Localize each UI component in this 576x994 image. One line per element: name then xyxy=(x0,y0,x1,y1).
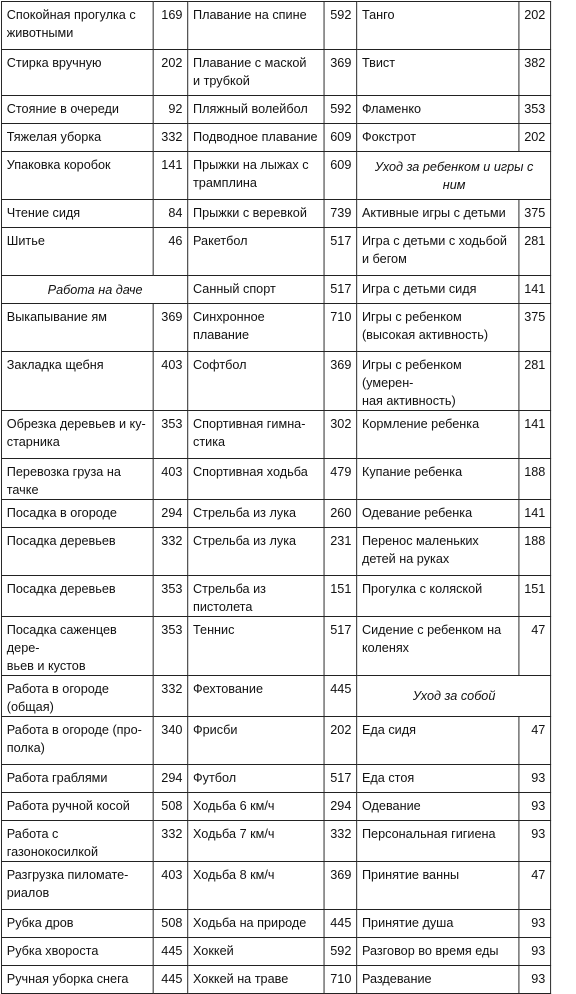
table-row xyxy=(1,821,550,862)
calorie-value: 369 xyxy=(324,352,357,411)
calorie-value: 151 xyxy=(324,576,357,617)
activity-name: Упаковка коробок xyxy=(1,152,153,200)
activity-name: Обрезка деревьев и ку- старника xyxy=(1,411,153,459)
activity-name: Игра с детьми сидя xyxy=(357,276,519,304)
calorie-value: 403 xyxy=(153,352,188,411)
table-row xyxy=(1,411,550,459)
table-row xyxy=(1,528,550,576)
calorie-value: 332 xyxy=(153,124,188,152)
table-row xyxy=(1,862,550,910)
activity-name: Ходьба 7 км/ч xyxy=(188,821,324,862)
activity-name: Чтение сидя xyxy=(1,200,153,228)
activity-name: Ручная уборка снега xyxy=(1,966,153,994)
calorie-value: 294 xyxy=(324,793,357,821)
calorie-value: 93 xyxy=(519,966,551,994)
calorie-value: 169 xyxy=(153,2,188,50)
activity-name: Ракетбол xyxy=(188,228,324,276)
activity-name: Одевание xyxy=(357,793,519,821)
activity-name: Прыжки с веревкой xyxy=(188,200,324,228)
activity-name: Танго xyxy=(357,2,519,50)
activity-name: Работа в огороде (общая) xyxy=(1,676,153,717)
activity-name: Разгрузка пиломате- риалов xyxy=(1,862,153,910)
activity-name: Посадка саженцев дере- вьев и кустов xyxy=(1,617,153,676)
activity-name: Теннис xyxy=(188,617,324,676)
activity-name: Принятие душа xyxy=(357,910,519,938)
calorie-value: 403 xyxy=(153,459,188,500)
table-row xyxy=(1,910,550,938)
activity-name: Рубка хвороста xyxy=(1,938,153,966)
activity-name: Софтбол xyxy=(188,352,324,411)
table-row xyxy=(1,717,550,765)
section-heading: Уход за собой xyxy=(357,676,551,717)
activity-name: Посадка деревьев xyxy=(1,528,153,576)
table-row xyxy=(1,793,550,821)
table-row xyxy=(1,304,550,352)
activity-name: Принятие ванны xyxy=(357,862,519,910)
calorie-value: 46 xyxy=(153,228,188,276)
activity-name: Подводное плавание xyxy=(188,124,324,152)
calorie-value: 517 xyxy=(324,276,357,304)
table-row xyxy=(1,676,550,717)
table-body xyxy=(1,2,550,994)
calorie-value: 710 xyxy=(324,304,357,352)
activity-name: Прыжки на лыжах с трамплина xyxy=(188,152,324,200)
activity-name: Посадка деревьев xyxy=(1,576,153,617)
table-row xyxy=(1,500,550,528)
activity-name: Рубка дров xyxy=(1,910,153,938)
calorie-value: 84 xyxy=(153,200,188,228)
calorie-value: 375 xyxy=(519,200,551,228)
calorie-value: 353 xyxy=(153,411,188,459)
activity-name: Стрельба из лука xyxy=(188,500,324,528)
calorie-value: 353 xyxy=(519,96,551,124)
table-row xyxy=(1,2,550,50)
calorie-value: 592 xyxy=(324,2,357,50)
table-row xyxy=(1,50,550,96)
activity-name: Еда стоя xyxy=(357,765,519,793)
activity-name: Игры с ребенком (умерен- ная активность) xyxy=(357,352,519,411)
calorie-value: 281 xyxy=(519,228,551,276)
activity-name: Стрельба из пистолета xyxy=(188,576,324,617)
calorie-value: 369 xyxy=(324,862,357,910)
calorie-value: 151 xyxy=(519,576,551,617)
activity-name: Персональная гигиена xyxy=(357,821,519,862)
calorie-value: 517 xyxy=(324,228,357,276)
activity-name: Кормление ребенка xyxy=(357,411,519,459)
calorie-value: 332 xyxy=(324,821,357,862)
calorie-value: 93 xyxy=(519,938,551,966)
section-heading: Работа на даче xyxy=(1,276,187,304)
activity-name: Пляжный волейбол xyxy=(188,96,324,124)
calorie-value: 517 xyxy=(324,617,357,676)
activity-name: Ходьба на природе xyxy=(188,910,324,938)
activity-name: Разговор во время еды xyxy=(357,938,519,966)
table-row xyxy=(1,152,550,200)
activity-name: Ходьба 6 км/ч xyxy=(188,793,324,821)
activity-name: Активные игры с детьми xyxy=(357,200,519,228)
calorie-value: 592 xyxy=(324,938,357,966)
activity-name: Твист xyxy=(357,50,519,96)
calorie-value: 382 xyxy=(519,50,551,96)
calorie-value: 403 xyxy=(153,862,188,910)
activity-name: Работа ручной косой xyxy=(1,793,153,821)
table-row xyxy=(1,617,550,676)
activity-name: Спортивная ходьба xyxy=(188,459,324,500)
activity-name: Тяжелая уборка xyxy=(1,124,153,152)
calorie-value: 294 xyxy=(153,500,188,528)
activity-name: Фрисби xyxy=(188,717,324,765)
calorie-value: 93 xyxy=(519,793,551,821)
calorie-value: 353 xyxy=(153,617,188,676)
calorie-value: 202 xyxy=(153,50,188,96)
calorie-value: 508 xyxy=(153,910,188,938)
activity-name: Посадка в огороде xyxy=(1,500,153,528)
activity-name: Стирка вручную xyxy=(1,50,153,96)
activity-name: Фокстрот xyxy=(357,124,519,152)
calorie-value: 445 xyxy=(324,910,357,938)
calorie-value: 332 xyxy=(153,821,188,862)
activity-name: Выкапывание ям xyxy=(1,304,153,352)
activity-name: Работа граблями xyxy=(1,765,153,793)
table-row xyxy=(1,938,550,966)
calorie-value: 141 xyxy=(519,500,551,528)
calorie-value: 375 xyxy=(519,304,551,352)
calorie-value: 332 xyxy=(153,528,188,576)
calorie-value: 93 xyxy=(519,821,551,862)
activity-name: Купание ребенка xyxy=(357,459,519,500)
activity-name: Шитье xyxy=(1,228,153,276)
calorie-value: 340 xyxy=(153,717,188,765)
activity-name: Работа с газонокосилкой xyxy=(1,821,153,862)
activity-name: Одевание ребенка xyxy=(357,500,519,528)
table-row xyxy=(1,765,550,793)
activity-name: Хоккей xyxy=(188,938,324,966)
calorie-value: 302 xyxy=(324,411,357,459)
activity-name: Игры с ребенком (высокая активность) xyxy=(357,304,519,352)
table-row xyxy=(1,459,550,500)
calorie-value: 609 xyxy=(324,152,357,200)
calorie-value: 445 xyxy=(324,676,357,717)
calorie-value: 710 xyxy=(324,966,357,994)
activity-name: Плавание на спине xyxy=(188,2,324,50)
activity-name: Футбол xyxy=(188,765,324,793)
calorie-value: 294 xyxy=(153,765,188,793)
calorie-value: 141 xyxy=(519,276,551,304)
calorie-value: 369 xyxy=(324,50,357,96)
calorie-value: 188 xyxy=(519,528,551,576)
calorie-value: 47 xyxy=(519,862,551,910)
calorie-value: 47 xyxy=(519,617,551,676)
calorie-value: 281 xyxy=(519,352,551,411)
calorie-value: 353 xyxy=(153,576,188,617)
calorie-value: 445 xyxy=(153,938,188,966)
calorie-value: 141 xyxy=(519,411,551,459)
calorie-value: 445 xyxy=(153,966,188,994)
activity-name: Ходьба 8 км/ч xyxy=(188,862,324,910)
activity-name: Игра с детьми с ходьбой и бегом xyxy=(357,228,519,276)
activity-name: Раздевание xyxy=(357,966,519,994)
calorie-value: 609 xyxy=(324,124,357,152)
calorie-value: 332 xyxy=(153,676,188,717)
activity-name: Санный спорт xyxy=(188,276,324,304)
activity-name: Еда сидя xyxy=(357,717,519,765)
calorie-value: 231 xyxy=(324,528,357,576)
calorie-value: 479 xyxy=(324,459,357,500)
activity-calorie-table xyxy=(1,1,551,994)
activity-name: Перенос маленьких детей на руках xyxy=(357,528,519,576)
activity-name: Стояние в очереди xyxy=(1,96,153,124)
calorie-value: 47 xyxy=(519,717,551,765)
calorie-value: 93 xyxy=(519,765,551,793)
table-row xyxy=(1,96,550,124)
activity-name: Закладка щебня xyxy=(1,352,153,411)
activity-name: Синхронное плавание xyxy=(188,304,324,352)
calorie-value: 508 xyxy=(153,793,188,821)
activity-name: Сидение с ребенком на коленях xyxy=(357,617,519,676)
table-row xyxy=(1,576,550,617)
calorie-value: 93 xyxy=(519,910,551,938)
table-row xyxy=(1,352,550,411)
calorie-value: 739 xyxy=(324,200,357,228)
activity-name: Спортивная гимна- стика xyxy=(188,411,324,459)
table-row xyxy=(1,228,550,276)
section-heading: Уход за ребенком и игры с ним xyxy=(357,152,551,200)
calorie-value: 260 xyxy=(324,500,357,528)
activity-name: Плавание с маской и трубкой xyxy=(188,50,324,96)
activity-name: Стрельба из лука xyxy=(188,528,324,576)
activity-name: Хоккей на траве xyxy=(188,966,324,994)
table-row xyxy=(1,200,550,228)
calorie-value: 202 xyxy=(519,124,551,152)
activity-name: Прогулка с коляской xyxy=(357,576,519,617)
activity-name: Спокойная прогулка с животными xyxy=(1,2,153,50)
calorie-value: 92 xyxy=(153,96,188,124)
activity-name: Перевозка груза на тачке xyxy=(1,459,153,500)
activity-name: Работа в огороде (про- полка) xyxy=(1,717,153,765)
table-row xyxy=(1,124,550,152)
calorie-value: 202 xyxy=(324,717,357,765)
table-row xyxy=(1,966,550,994)
calorie-value: 202 xyxy=(519,2,551,50)
table-row xyxy=(1,276,550,304)
calorie-value: 369 xyxy=(153,304,188,352)
activity-name: Фламенко xyxy=(357,96,519,124)
calorie-value: 517 xyxy=(324,765,357,793)
calorie-value: 141 xyxy=(153,152,188,200)
activity-name: Фехтование xyxy=(188,676,324,717)
calorie-value: 188 xyxy=(519,459,551,500)
calorie-value: 592 xyxy=(324,96,357,124)
